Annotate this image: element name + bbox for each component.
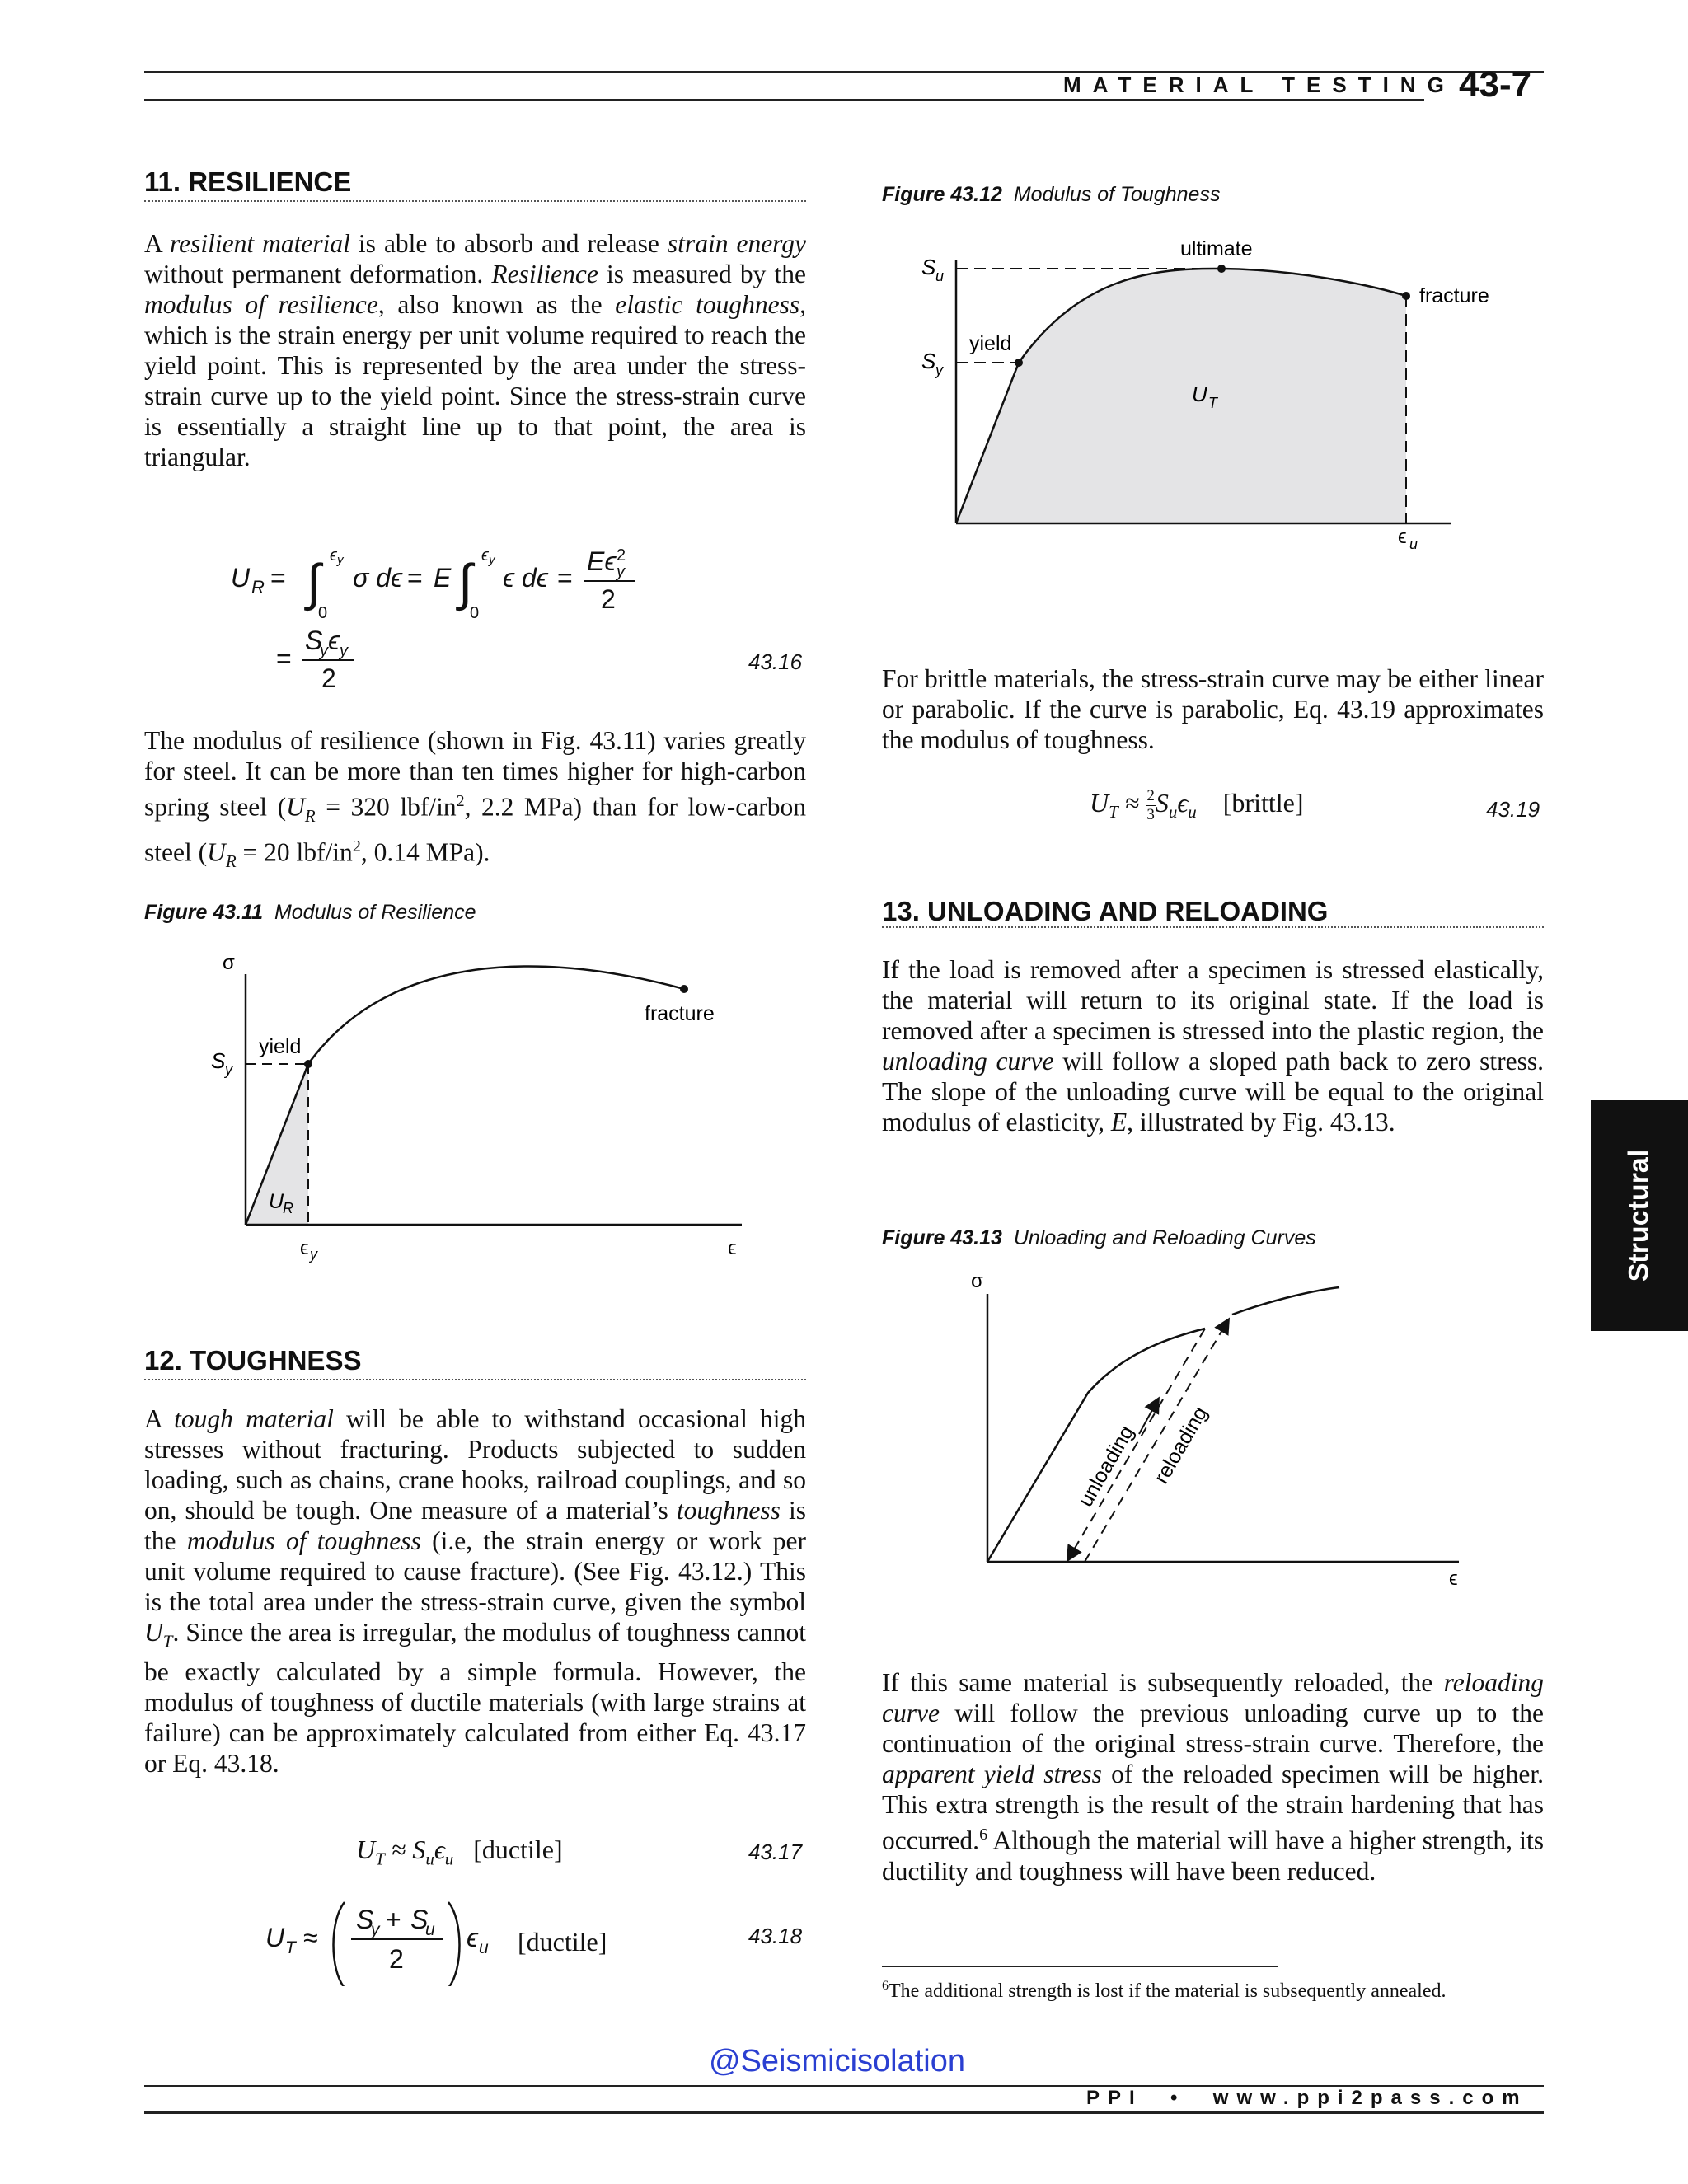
equation-number-43-16: 43.16 <box>748 649 803 674</box>
svg-text:2: 2 <box>389 1944 404 1974</box>
svg-text:≈: ≈ <box>303 1923 318 1952</box>
side-tab-label: Structural <box>1623 1149 1655 1282</box>
figure-43-12-caption <box>882 183 1220 207</box>
equation-43-17: $U_T \approx S_u\epsilon_u$ [ductile] <box>356 1835 563 1869</box>
eq19-tag: [brittle] <box>1222 787 1304 818</box>
equation-number-43-18: 43.18 <box>748 1924 803 1948</box>
svg-text:σ dϵ: σ dϵ <box>353 563 403 593</box>
footnote-text: The additional strength is lost if the material is subsequently annealed. <box>889 1980 1447 2002</box>
svg-text:E: E <box>434 563 452 593</box>
fracture-label: fracture <box>1419 284 1489 307</box>
svg-text:=: = <box>557 563 573 593</box>
footer-bullet: • <box>1170 2087 1186 2109</box>
svg-text:2: 2 <box>321 663 336 692</box>
x-axis-label: ϵ <box>1449 1568 1458 1590</box>
y-axis-label: σ <box>223 952 235 974</box>
figure-number: Figure 43.13 <box>882 1226 1002 1249</box>
ultimate-label: ultimate <box>1180 237 1253 260</box>
sy-sub: y <box>935 362 943 378</box>
reloading-line <box>1085 1320 1228 1562</box>
svg-text:0: 0 <box>318 604 328 622</box>
eq17-tag: [ductile] <box>473 1835 563 1864</box>
svg-text:y: y <box>617 563 625 581</box>
figure-title: Modulus of Resilience <box>274 901 476 924</box>
fracture-point <box>1402 292 1410 300</box>
reloading-label: reloading <box>1149 1402 1212 1488</box>
equation-number-43-17: 43.17 <box>748 1840 803 1864</box>
y-axis-label: σ <box>971 1270 983 1292</box>
sy-sub: y <box>225 1062 232 1078</box>
svg-text:R: R <box>251 577 265 598</box>
svg-text:S: S <box>305 626 323 655</box>
ur-label: U <box>269 1190 284 1213</box>
section-rule <box>144 1379 806 1380</box>
figure-43-13-chart <box>948 1269 1475 1599</box>
eu-label: ϵ <box>1398 526 1407 548</box>
svg-text:u: u <box>425 1920 435 1939</box>
svg-text:y: y <box>320 642 328 660</box>
footnote <box>882 1974 1544 2004</box>
svg-text:2: 2 <box>617 546 626 565</box>
x-axis-label: ϵ <box>728 1237 737 1259</box>
section-rule <box>144 200 806 202</box>
yield-point <box>304 1060 312 1068</box>
toughness-paragraph-1: A tough material will be able to withstand occasional high stresses without fracturing. Products subjected to sudden loading, such as chains, crane hooks, railroad couplings, and so on, should be tough. One measure of a material’s toughness is the modulus of toughness (i.e, the strain energy or work per unit volume required to cause fracture). (See Fig. 43.12.) This is the total area under the stress-strain curve, given the symbol $U_T$. Since the area is irregular, the modulus of toughness cannot be exactly calculated by a simple formula. However, the modulus of toughness of ductile materials (with large strains at failure) can be approximately calculated from either Eq. 43.17 or Eq. 43.18. <box>144 1404 807 1779</box>
footer-text <box>1086 2087 1528 2110</box>
svg-text:U: U <box>265 1923 285 1952</box>
figure-number: Figure 43.11 <box>144 901 264 924</box>
figure-title: Unloading and Reloading Curves <box>1013 1226 1316 1249</box>
figure-43-11-caption <box>144 901 476 925</box>
yield-point <box>1015 359 1023 367</box>
svg-text:Eϵ: Eϵ <box>587 546 617 576</box>
section-heading-resilience: 11. RESILIENCE <box>144 166 352 197</box>
svg-text:=: = <box>276 644 292 673</box>
figure-43-12-chart <box>907 227 1517 556</box>
svg-text:y: y <box>337 553 344 567</box>
page-number: 43-7 <box>1459 64 1532 105</box>
figure-43-13-caption <box>882 1226 1316 1250</box>
svg-text:0: 0 <box>470 604 480 622</box>
svg-text:ϵ: ϵ <box>328 626 340 655</box>
svg-text:ϵ: ϵ <box>481 546 489 565</box>
su-label: S <box>921 255 936 279</box>
svg-text:U: U <box>231 563 251 593</box>
svg-text:y: y <box>340 642 348 660</box>
svg-text:=: = <box>270 563 286 593</box>
svg-text:S: S <box>410 1905 429 1934</box>
ultimate-point <box>1217 265 1226 273</box>
section-rule <box>882 926 1544 928</box>
footer-rule-bottom <box>144 2111 1544 2114</box>
yield-label: yield <box>259 1035 302 1058</box>
su-sub: u <box>935 268 945 284</box>
yield-label: yield <box>969 332 1012 355</box>
ut-label: U <box>1192 382 1207 406</box>
plastic-curve <box>308 967 684 1064</box>
svg-text:T: T <box>285 1938 296 1957</box>
svg-text:=: = <box>407 563 423 593</box>
ut-sub: T <box>1208 395 1217 411</box>
svg-text:ϵ: ϵ <box>330 546 337 565</box>
fracture-label: fracture <box>645 1002 715 1025</box>
section-heading-toughness: 12. TOUGHNESS <box>144 1345 362 1376</box>
svg-text:ϵ: ϵ <box>467 1923 479 1952</box>
unloading-label: unloading <box>1073 1422 1139 1511</box>
footnote-rule <box>882 1966 1278 1967</box>
svg-text:y: y <box>371 1920 380 1939</box>
header-rule-bottom <box>144 99 1424 101</box>
section-side-tab <box>1591 1100 1688 1331</box>
equation-43-19: $U_T$ ≈ $\frac{2}{3}$ $S_u\epsilon_u$ [brittle] <box>1090 787 1304 823</box>
section-heading-unloading: 13. UNLOADING AND RELOADING <box>882 896 1329 926</box>
reloading-mid-arrow <box>1139 1399 1158 1434</box>
eq18-tag: [ductile] <box>518 1927 607 1957</box>
unloading-paragraph-2: If this same material is subsequently reloaded, the reloading curve will follow the previous unloading curve up to the continuation of the original stress-strain curve. Therefore, the apparent yield stress of the reloaded specimen will be higher. This extra strength is the result of the strain hardening that has occurred.$^6$ Although the material will have a higher strength, its ductility and toughness will have been reduced. <box>882 1668 1544 1886</box>
footer-url: www.ppi2pass.com <box>1212 2087 1528 2109</box>
equation-43-16 <box>231 536 659 692</box>
figure-number: Figure 43.12 <box>882 183 1002 206</box>
sy-label: S <box>921 349 936 373</box>
resilience-paragraph-2: The modulus of resilience (shown in Fig. 43.11) varies greatly for steel. It can be more than ten times higher for high-carbon spring steel ($U_R = 320$ lbf/$in^2$, 2.2 MPa) than for low-carbon steel ($U_R = 20$ lbf/$in^2$, 0.14 MPa). <box>144 726 806 871</box>
svg-text:2: 2 <box>601 584 616 614</box>
watermark: @Seismicisolation <box>709 2044 966 2079</box>
svg-text:∫: ∫ <box>458 555 472 612</box>
ey-label: ϵ <box>300 1237 309 1259</box>
equation-43-18 <box>265 1896 645 1986</box>
figure-title: Modulus of Toughness <box>1013 183 1221 206</box>
svg-text:u: u <box>479 1938 489 1957</box>
unloading-paragraph-1: If the load is removed after a specimen is stressed elastically, the material will return to its original state. If the load is removed after a specimen is stressed into the plastic region, the unloading curve will follow a sloped path back to zero stress. The slope of the unloading curve will be equal to the original modulus of elasticity, E, illustrated by Fig. 43.13. <box>882 955 1544 1137</box>
toughness-area <box>956 269 1406 523</box>
svg-text:y: y <box>489 553 495 567</box>
fracture-point <box>680 985 688 993</box>
brittle-paragraph: For brittle materials, the stress-strain curve may be either linear or parabolic. If the curve is parabolic, Eq. 43.19 approximates the modulus of toughness. <box>882 664 1544 754</box>
running-title: MATERIAL TESTING <box>1063 73 1456 97</box>
continuation-curve <box>1232 1287 1339 1315</box>
ey-sub: y <box>310 1246 317 1263</box>
svg-text:∫: ∫ <box>307 555 321 612</box>
equation-number-43-19: 43.19 <box>1486 797 1540 822</box>
sy-label: S <box>211 1048 226 1073</box>
footnote-mark: 6 <box>882 1979 889 1993</box>
svg-text:ϵ dϵ: ϵ dϵ <box>503 563 548 593</box>
ur-sub: R <box>283 1200 293 1216</box>
eu-sub: u <box>1409 536 1418 552</box>
footer-publisher: PPI <box>1086 2087 1143 2109</box>
figure-43-11-chart <box>198 948 758 1269</box>
svg-text:S: S <box>356 1905 374 1934</box>
svg-text:+: + <box>386 1905 401 1934</box>
resilience-paragraph-1: A resilient material is able to absorb and release strain energy without permanent deformation. Resilience is measured by the modulus of resilience, also known as the elastic toughness, which is the strain energy per unit volume required to reach the yield point. This is represented by the area under the stress-strain curve up to the yield point. Since the stress-strain curve is essentially a straight line up to that point, the area is triangular. <box>144 229 807 471</box>
